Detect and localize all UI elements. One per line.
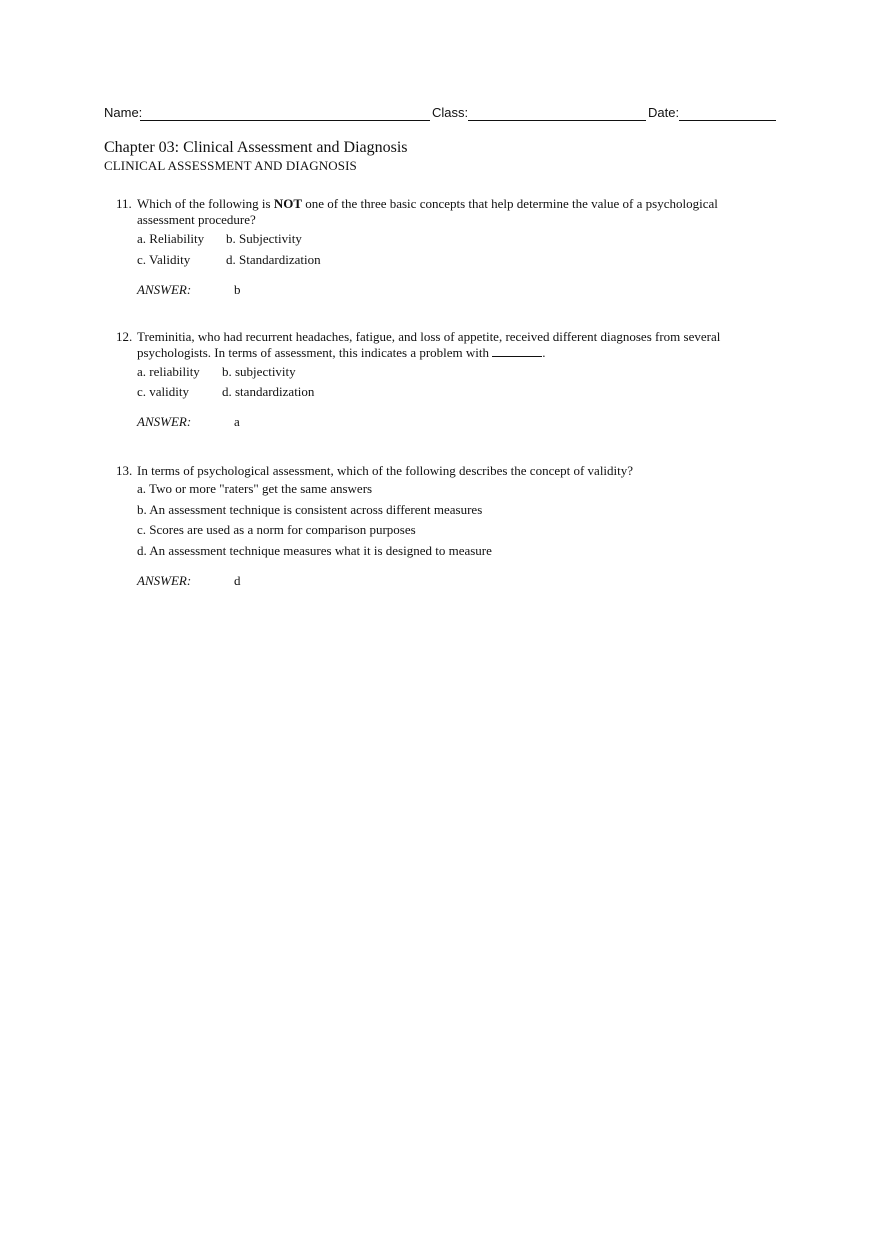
option-b: b. Subjectivity bbox=[226, 231, 302, 246]
question-text: In terms of psychological assessment, which of the following describes the concept of validity? bbox=[137, 463, 634, 478]
option-b: b. An assessment technique is consistent across different measures bbox=[137, 502, 483, 517]
question-number: 11. bbox=[116, 196, 132, 211]
answer-label: ANSWER: bbox=[137, 414, 192, 429]
option-a: a. Two or more "raters" get the same answers bbox=[137, 481, 373, 496]
date-label: Date: bbox=[648, 105, 680, 120]
option-a: a. reliability bbox=[137, 364, 200, 379]
option-c: c. Validity bbox=[137, 252, 191, 267]
option-d: d. Standardization bbox=[226, 252, 321, 267]
answer-label: ANSWER: bbox=[137, 282, 192, 297]
answer-label: ANSWER: bbox=[137, 573, 192, 588]
question-text: Which of the following is NOT one of the three basic concepts that help determine the value of a psychological assessment procedure? bbox=[137, 196, 718, 227]
answer-value: a bbox=[234, 414, 240, 429]
question-text: Treminitia, who had recurrent headaches, fatigue, and loss of appetite, received different diagnoses from several psychologists. In terms of assessment, this indicates a problem with . bbox=[137, 329, 721, 360]
option-d: d. An assessment technique measures what it is designed to measure bbox=[137, 543, 492, 558]
question-11 bbox=[116, 196, 756, 306]
option-b: b. subjectivity bbox=[222, 364, 296, 379]
emphasis-not: NOT bbox=[273, 196, 303, 211]
answer-value: d bbox=[234, 573, 241, 588]
answer-value: b bbox=[234, 282, 241, 297]
option-c: c. validity bbox=[137, 384, 189, 399]
class-field-line[interactable] bbox=[468, 120, 646, 121]
chapter-subtitle: CLINICAL ASSESSMENT AND DIAGNOSIS bbox=[104, 158, 357, 173]
question-12 bbox=[116, 329, 756, 439]
name-label: Name: bbox=[104, 105, 143, 120]
option-c: c. Scores are used as a norm for comparison purposes bbox=[137, 522, 416, 537]
chapter-title: Chapter 03: Clinical Assessment and Diagnosis bbox=[104, 139, 408, 156]
option-a: a. Reliability bbox=[137, 231, 205, 246]
question-number: 13. bbox=[116, 463, 133, 478]
class-label: Class: bbox=[432, 105, 469, 120]
answer-blank bbox=[492, 345, 542, 357]
question-number: 12. bbox=[116, 329, 133, 344]
name-field-line[interactable] bbox=[140, 120, 430, 121]
header-fields bbox=[104, 104, 776, 122]
option-d: d. standardization bbox=[222, 384, 315, 399]
date-field-line[interactable] bbox=[679, 120, 776, 121]
question-13 bbox=[116, 463, 756, 603]
